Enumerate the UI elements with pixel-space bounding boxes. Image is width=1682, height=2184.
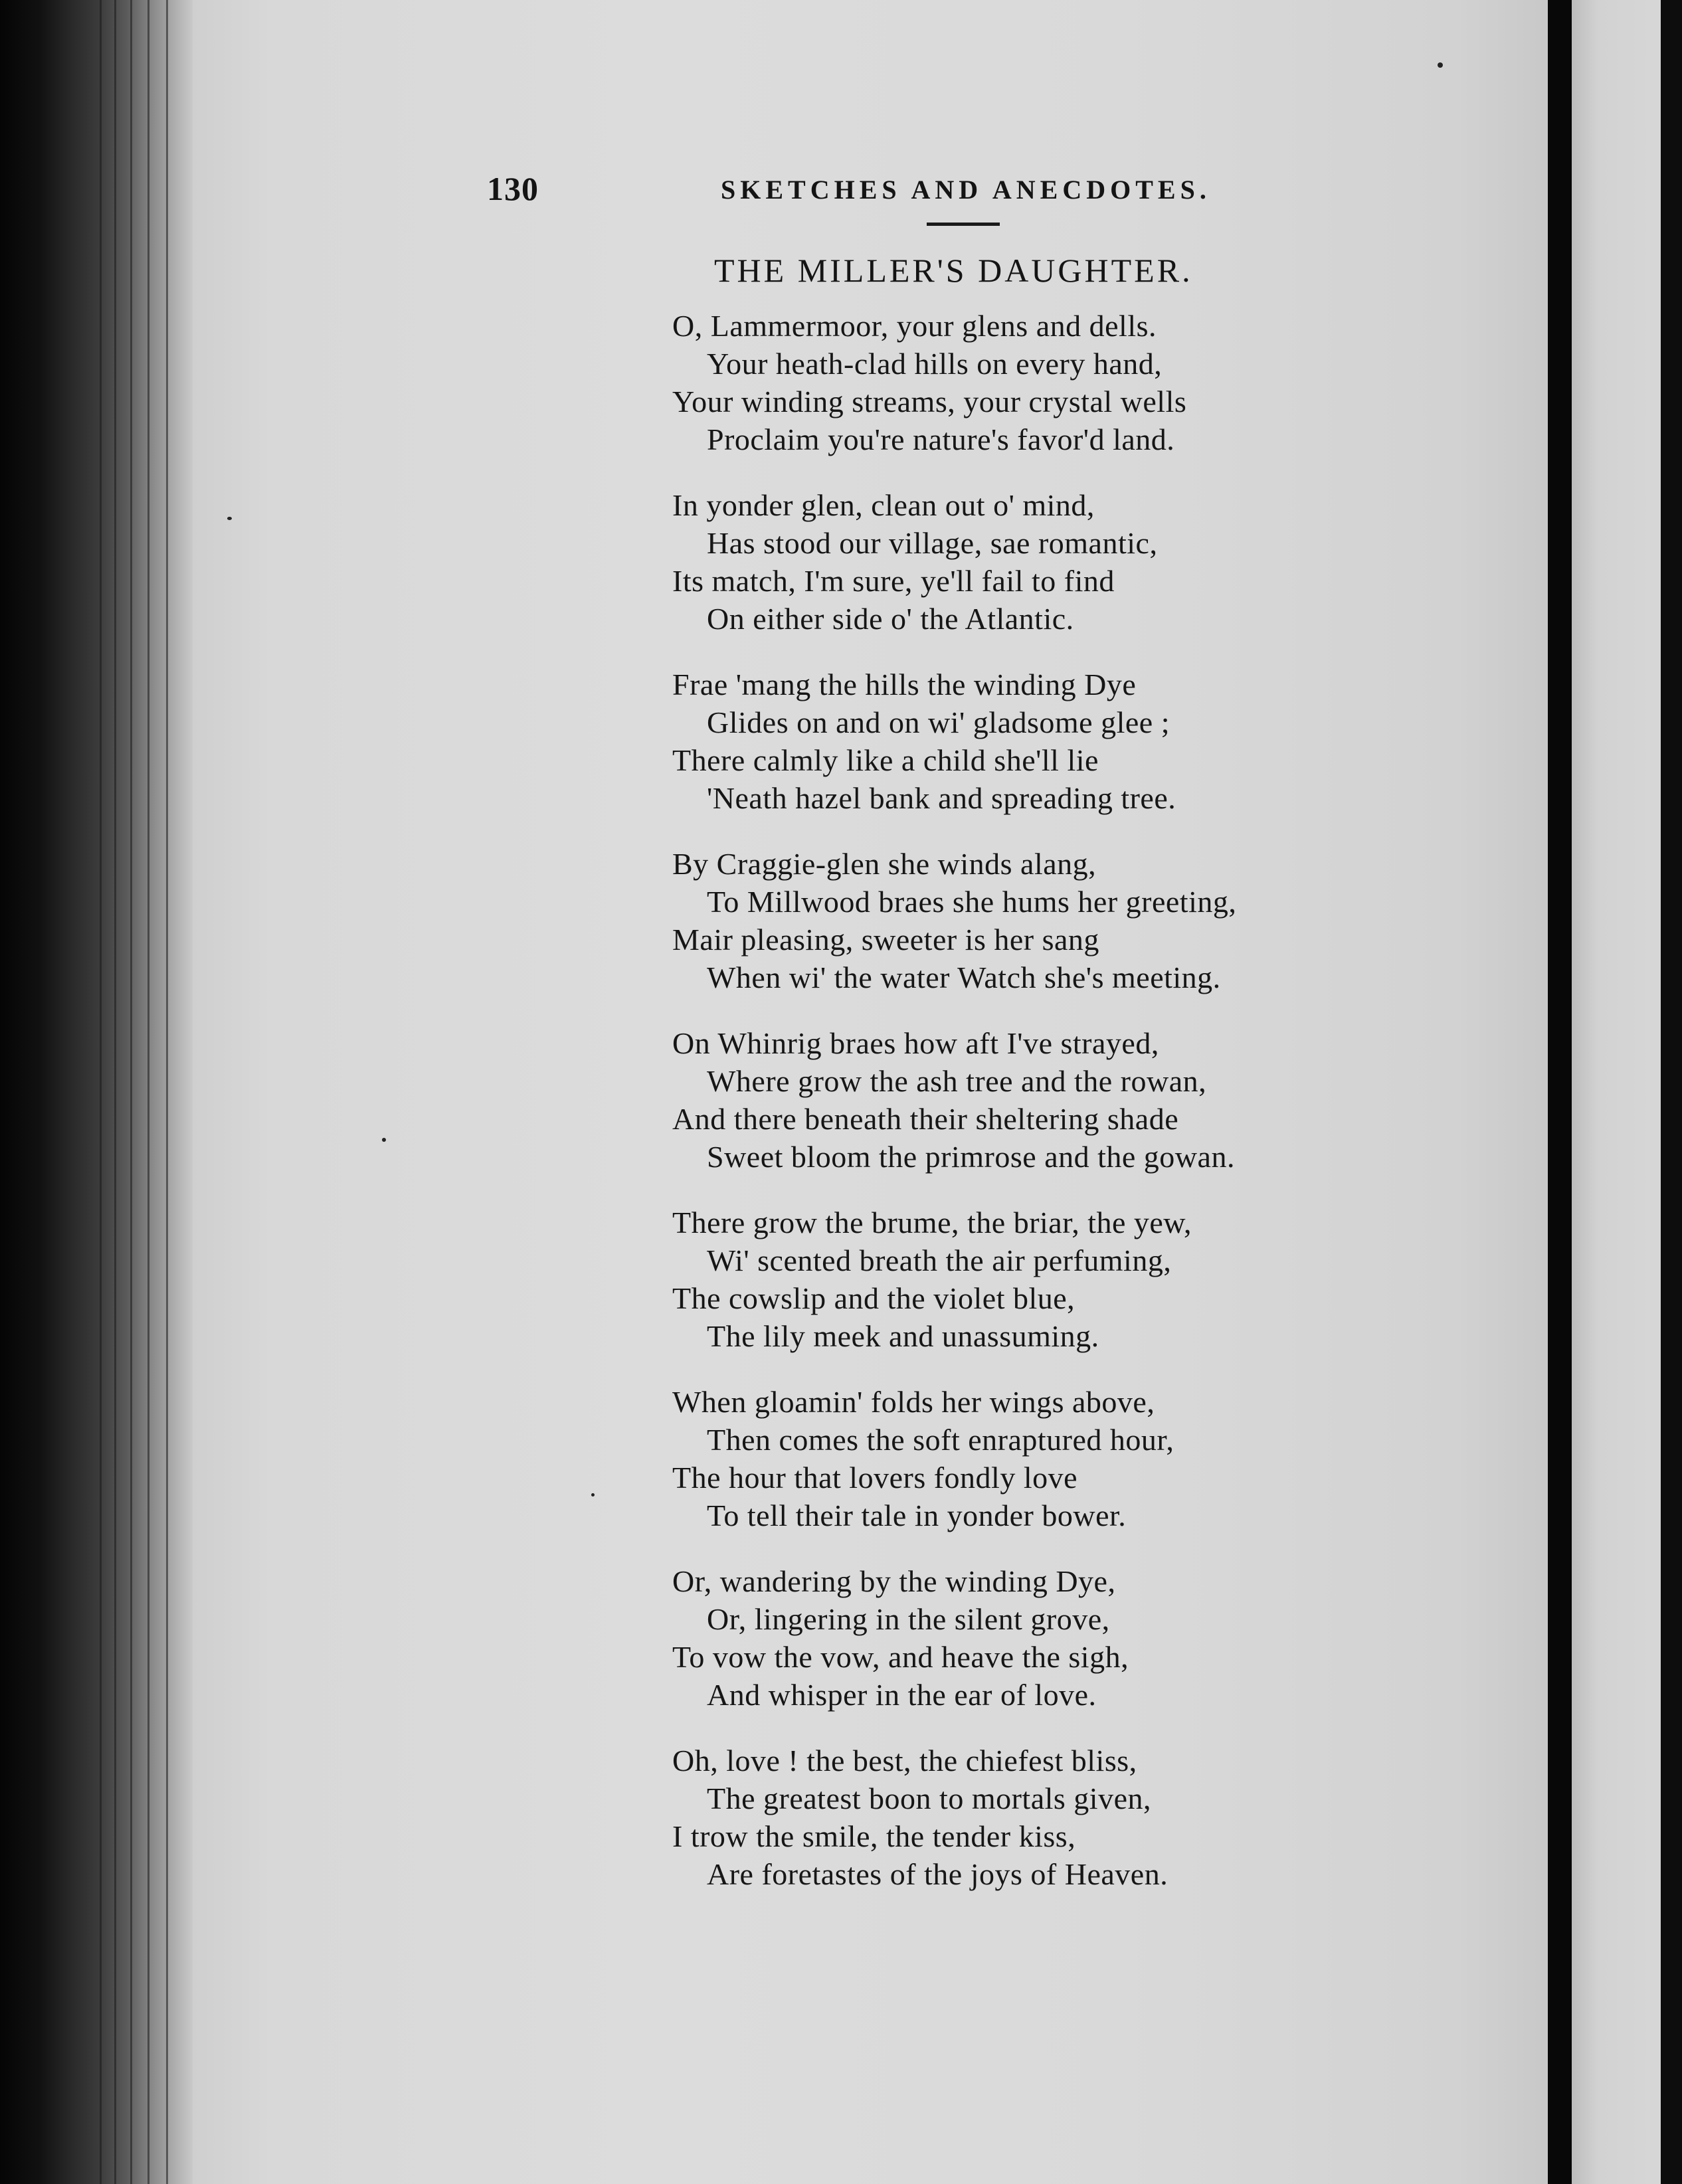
poem-line: O, Lammermoor, your glens and dells.	[672, 309, 1157, 343]
stanza	[672, 1383, 1236, 1534]
poem-title: THE MILLER'S DAUGHTER.	[714, 252, 1193, 289]
stanza	[672, 845, 1236, 996]
stanza	[672, 1742, 1236, 1893]
poem-line: When wi' the water Watch she's meeting.	[707, 960, 1221, 994]
poem-line: The cowslip and the violet blue,	[672, 1281, 1075, 1315]
poem-line: Or, wandering by the winding Dye,	[672, 1564, 1116, 1598]
poem-line: To vow the vow, and heave the sigh,	[672, 1640, 1129, 1674]
stanza	[672, 1562, 1236, 1714]
poem-line: Glides on and on wi' gladsome glee ;	[707, 705, 1170, 739]
page-stack-line	[114, 0, 116, 2184]
page-number: 130	[487, 170, 539, 207]
stanza	[672, 1204, 1236, 1355]
poem-line: Proclaim you're nature's favor'd land.	[707, 422, 1175, 456]
poem-line: Or, lingering in the silent grove,	[707, 1602, 1110, 1636]
poem-line: The greatest boon to mortals given,	[707, 1781, 1152, 1815]
poem-line: To Millwood braes she hums her greeting,	[707, 885, 1237, 919]
poem-line: Then comes the soft enraptured hour,	[707, 1423, 1174, 1457]
poem-line: Has stood our village, sae romantic,	[707, 526, 1158, 560]
page-stack-line	[100, 0, 102, 2184]
poem-line: The hour that lovers fondly love	[672, 1461, 1078, 1495]
poem-line: Sweet bloom the primrose and the gowan.	[707, 1140, 1235, 1174]
poem-line: Your heath-clad hills on every hand,	[707, 347, 1163, 381]
page-right-border	[1548, 0, 1572, 2184]
poem-line: When gloamin' folds her wings above,	[672, 1385, 1155, 1419]
poem-line: To tell their tale in yonder bower.	[707, 1499, 1127, 1532]
stanza	[672, 307, 1236, 458]
poem-line: And whisper in the ear of love.	[707, 1678, 1097, 1712]
poem-line: And there beneath their sheltering shade	[672, 1102, 1179, 1136]
page-stack-line	[130, 0, 132, 2184]
poem-line: 'Neath hazel bank and spreading tree.	[707, 781, 1176, 815]
print-speck	[591, 1493, 595, 1497]
poem-line: I trow the smile, the tender kiss,	[672, 1819, 1076, 1853]
poem-line: By Craggie-glen she winds alang,	[672, 847, 1097, 881]
stanza	[672, 1024, 1236, 1176]
poem-line: Frae 'mang the hills the winding Dye	[672, 668, 1137, 701]
page-stack-line	[147, 0, 149, 2184]
page-stack-line	[166, 0, 168, 2184]
poem-line: Your winding streams, your crystal wells	[672, 385, 1187, 418]
header-rule	[927, 223, 1000, 226]
poem-line: Mair pleasing, sweeter is her sang	[672, 923, 1099, 956]
print-speck	[382, 1138, 386, 1142]
poem-body	[672, 307, 1236, 1921]
poem-line: On Whinrig braes how aft I've strayed,	[672, 1026, 1159, 1060]
running-head: SKETCHES AND ANECDOTES.	[721, 175, 1211, 205]
poem-line: There calmly like a child she'll lie	[672, 743, 1099, 777]
poem-line: Its match, I'm sure, ye'll fail to find	[672, 564, 1115, 598]
scan-right-edge	[1661, 0, 1682, 2184]
print-speck	[1438, 62, 1443, 68]
poem-line: Are foretastes of the joys of Heaven.	[707, 1857, 1168, 1891]
poem-line: There grow the brume, the briar, the yew,	[672, 1206, 1192, 1239]
poem-line: In yonder glen, clean out o' mind,	[672, 488, 1095, 522]
poem-line: Wi' scented breath the air perfuming,	[707, 1243, 1172, 1277]
print-speck	[227, 517, 232, 520]
poem-line: The lily meek and unassuming.	[707, 1319, 1099, 1353]
poem-line: Oh, love ! the best, the chiefest bliss,	[672, 1744, 1137, 1777]
poem-line: On either side o' the Atlantic.	[707, 602, 1074, 636]
poem-line: Where grow the ash tree and the rowan,	[707, 1064, 1207, 1098]
stanza	[672, 666, 1236, 817]
stanza	[672, 486, 1236, 638]
